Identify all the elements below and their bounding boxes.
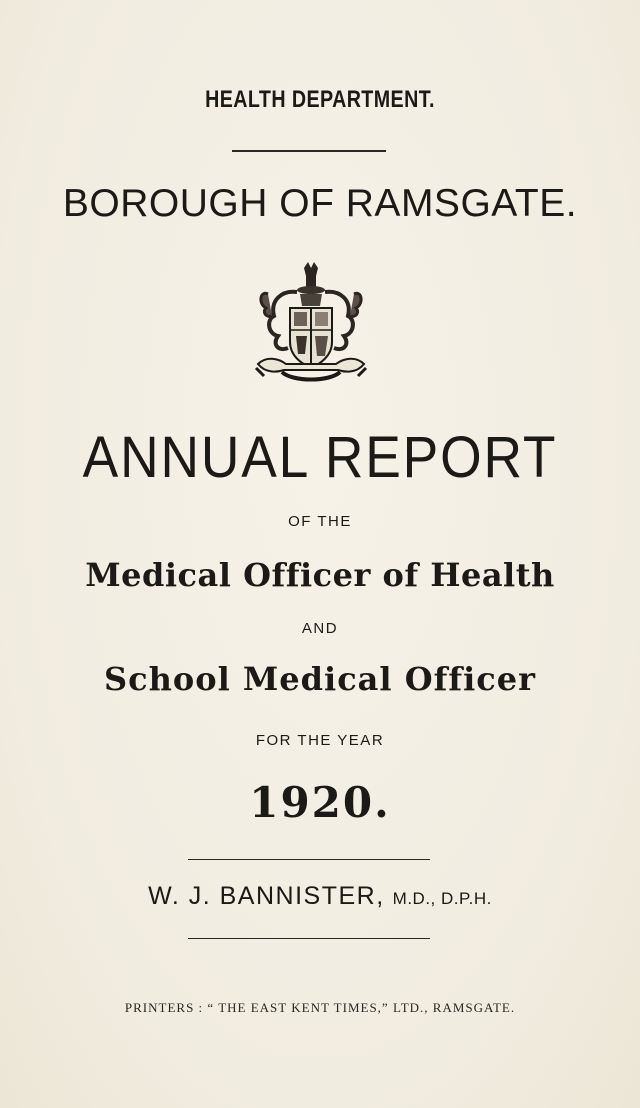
coat-of-arms-icon (252, 260, 370, 386)
report-year: 1920. (249, 778, 391, 827)
author-name: W. J. BANNISTER, (148, 882, 385, 910)
medical-officer-of-health-title: Medical Officer of Health (85, 556, 555, 594)
printers-credit: PRINTERS : “ THE EAST KENT TIMES,” LTD., RAMSGATE. (124, 1000, 516, 1015)
author-qualifications: M.D., D.P.H. (392, 889, 492, 908)
borough-heading: BOROUGH OF RAMSGATE. (62, 182, 578, 225)
and-text: AND (301, 620, 339, 637)
author-divider-top (188, 859, 430, 860)
annual-report-title: ANNUAL REPORT (82, 425, 558, 490)
of-the-text: OF THE (288, 513, 352, 530)
heading-divider (232, 150, 386, 152)
author-divider-bottom (188, 938, 430, 939)
department-heading: HEALTH DEPARTMENT. (205, 86, 435, 113)
school-medical-officer-title: School Medical Officer (104, 660, 536, 698)
author-line (0, 882, 640, 911)
for-the-year-text: FOR THE YEAR (255, 732, 385, 749)
